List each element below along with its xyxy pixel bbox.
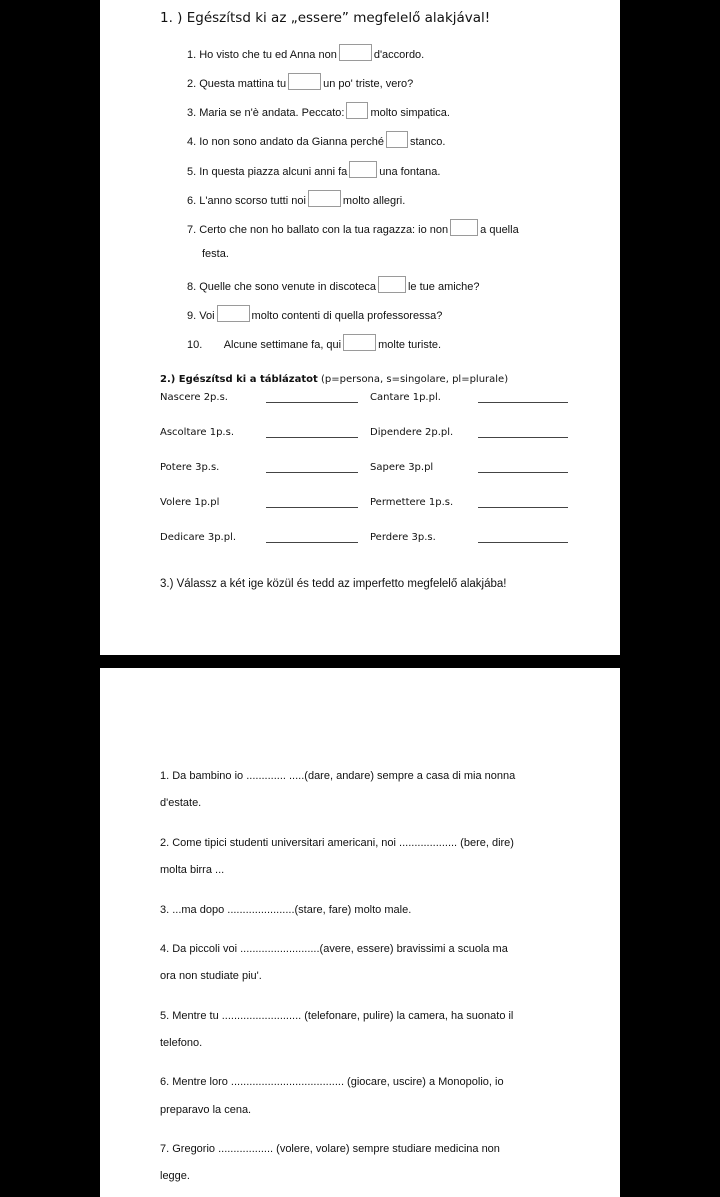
q2-cell-right: Sapere 3p.pl [370, 462, 434, 473]
q2-cell-right: Dipendere 2p.pl. [370, 427, 454, 438]
q3-item-4-continued: ora non studiate piu'. [160, 970, 262, 982]
q3-item-6: 6. Mentre loro ..................................... (giocare, uscire) a Monopolio, io [160, 1076, 504, 1088]
q1-item-7-continued: festa. [202, 248, 229, 260]
q2-cell-left: Ascoltare 1p.s. [160, 427, 234, 438]
q3-item-2-continued: molta birra ... [160, 864, 225, 876]
q1-item-6: 6. L'anno scorso tutti noi molto allegri. [187, 190, 405, 207]
answer-box[interactable] [378, 276, 406, 293]
q1-item-8: 8. Quelle che sono venute in discoteca le tue amiche? [187, 276, 480, 293]
q2-cell-right: Cantare 1p.pl. [370, 392, 441, 403]
answer-box[interactable] [450, 219, 478, 236]
answer-line[interactable] [266, 472, 358, 473]
q1-item-1: 1. Ho visto che tu ed Anna non d'accordo. [187, 44, 424, 61]
q1-item-10: 10. Alcune settimane fa, qui molte turiste. [187, 334, 441, 351]
answer-box[interactable] [308, 190, 341, 207]
q3-item-1-continued: d'estate. [160, 797, 202, 809]
worksheet-page-1 [100, 0, 620, 655]
q3-item-5-continued: telefono. [160, 1037, 203, 1049]
answer-box[interactable] [349, 161, 377, 178]
answer-line[interactable] [266, 437, 358, 438]
q1-item-3: 3. Maria se n'è andata. Peccato: molto simpatica. [187, 102, 450, 119]
q3-item-1: 1. Da bambino io ............. .....(dare, andare) sempre a casa di mia nonna [160, 770, 516, 782]
answer-box[interactable] [288, 73, 321, 90]
answer-box[interactable] [346, 102, 368, 119]
q3-item-4: 4. Da piccoli voi ..........................(avere, essere) bravissimi a scuola ma [160, 943, 508, 955]
q1-item-2: 2. Questa mattina tu un po' triste, vero? [187, 73, 413, 90]
q2-cell-right: Permettere 1p.s. [370, 497, 454, 508]
q2-cell-left: Nascere 2p.s. [160, 392, 228, 403]
q3-title: 3.) Válassz a két ige közül és tedd az imperfetto megfelelő alakjába! [160, 578, 507, 590]
q1-item-4: 4. Io non sono andato da Gianna perché stanco. [187, 131, 445, 148]
q3-item-2: 2. Come tipici studenti universitari americani, noi ................... (bere, dire) [160, 837, 514, 849]
worksheet-page-2 [100, 668, 620, 1197]
q3-item-7: 7. Gregorio .................. (volere, volare) sempre studiare medicina non [160, 1143, 500, 1155]
q2-cell-left: Volere 1p.pl [160, 497, 220, 508]
answer-line[interactable] [266, 507, 358, 508]
q3-item-5: 5. Mentre tu .......................... (telefonare, pulire) la camera, ha suonato il [160, 1010, 514, 1022]
answer-line[interactable] [478, 542, 568, 543]
answer-box[interactable] [343, 334, 376, 351]
q2-cell-right: Perdere 3p.s. [370, 532, 436, 543]
answer-line[interactable] [266, 542, 358, 543]
answer-line[interactable] [266, 402, 358, 403]
answer-box[interactable] [339, 44, 372, 61]
answer-box[interactable] [386, 131, 408, 148]
q1-item-7: 7. Certo che non ho ballato con la tua ragazza: io non a quella [187, 219, 519, 236]
q1-item-5: 5. In questa piazza alcuni anni fa una fontana. [187, 161, 440, 178]
q2-cell-left: Potere 3p.s. [160, 462, 220, 473]
q2-cell-left: Dedicare 3p.pl. [160, 532, 237, 543]
q1-title: 1. ) Egészítsd ki az „essere” megfelelő alakjával! [160, 10, 491, 26]
q3-item-6-continued: preparavo la cena. [160, 1104, 252, 1116]
q2-title: 2.) Egészítsd ki a táblázatot (p=persona, s=singolare, pl=plurale) [160, 374, 509, 385]
q3-item-7-continued: legge. [160, 1170, 190, 1182]
answer-line[interactable] [478, 402, 568, 403]
answer-line[interactable] [478, 437, 568, 438]
q3-item-3: 3. ...ma dopo ......................(stare, fare) molto male. [160, 904, 412, 916]
answer-line[interactable] [478, 507, 568, 508]
q1-item-9: 9. Voi molto contenti di quella professoressa? [187, 305, 442, 322]
answer-box[interactable] [217, 305, 250, 322]
answer-line[interactable] [478, 472, 568, 473]
